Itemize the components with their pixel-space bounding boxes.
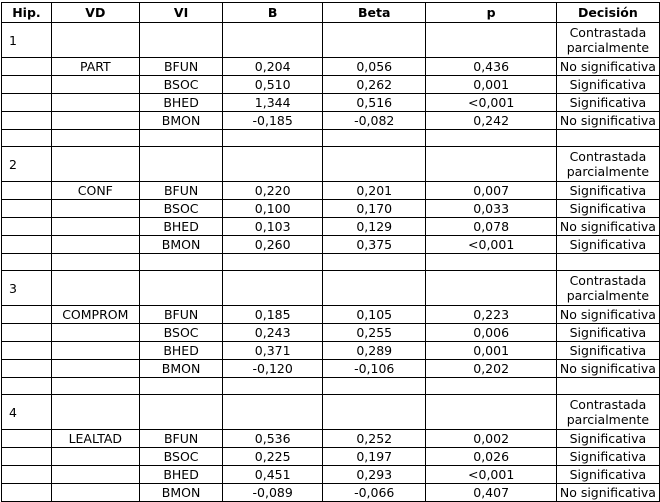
table-row: BHED 0,103 0,129 0,078 No significativa xyxy=(2,218,660,236)
hypothesis-row xyxy=(2,271,660,306)
hypothesis-decision: Contrastada parcialmente xyxy=(556,147,659,182)
table-row: BHED 0,371 0,289 0,001 Significativa xyxy=(2,342,660,360)
table-row: BHED 0,451 0,293 <0,001 Significativa xyxy=(2,466,660,484)
hypothesis-number: 3 xyxy=(2,271,52,306)
spacer-row xyxy=(2,130,660,147)
results-table xyxy=(1,2,660,502)
header-row xyxy=(2,3,660,23)
table-row: BMON -0,185 -0,082 0,242 No significativa xyxy=(2,112,660,130)
hypothesis-row xyxy=(2,395,660,430)
dependent-variable: PART xyxy=(51,58,139,76)
header-vd: VD xyxy=(51,3,139,23)
hypothesis-decision: Contrastada parcialmente xyxy=(556,271,659,306)
spacer-row xyxy=(2,378,660,395)
header-hyp: Hip. xyxy=(2,3,52,23)
table-row: COMPROM BFUN 0,185 0,105 0,223 No significativa xyxy=(2,306,660,324)
header-b: B xyxy=(223,3,323,23)
header-vi: VI xyxy=(139,3,223,23)
hypothesis-number: 4 xyxy=(2,395,52,430)
spacer-row xyxy=(2,254,660,271)
header-beta: Beta xyxy=(322,3,426,23)
table-row: PART BFUN 0,204 0,056 0,436 No significativa xyxy=(2,58,660,76)
table-row: BMON -0,089 -0,066 0,407 No significativa xyxy=(2,484,660,502)
header-decision: Decisión xyxy=(556,3,659,23)
dependent-variable: CONF xyxy=(51,182,139,200)
hypothesis-decision: Contrastada parcialmente xyxy=(556,395,659,430)
table-row: BMON -0,120 -0,106 0,202 No significativa xyxy=(2,360,660,378)
table-row: BSOC 0,100 0,170 0,033 Significativa xyxy=(2,200,660,218)
hypothesis-decision: Contrastada parcialmente xyxy=(556,23,659,58)
table-row: BSOC 0,510 0,262 0,001 Significativa xyxy=(2,76,660,94)
hypothesis-number: 1 xyxy=(2,23,52,58)
dependent-variable: COMPROM xyxy=(51,306,139,324)
hypothesis-number: 2 xyxy=(2,147,52,182)
table-row: BMON 0,260 0,375 <0,001 Significativa xyxy=(2,236,660,254)
table-row: BHED 1,344 0,516 <0,001 Significativa xyxy=(2,94,660,112)
table-row: BSOC 0,225 0,197 0,026 Significativa xyxy=(2,448,660,466)
header-p: p xyxy=(426,3,556,23)
hypothesis-row xyxy=(2,23,660,58)
table-row: CONF BFUN 0,220 0,201 0,007 Significativa xyxy=(2,182,660,200)
hypothesis-row xyxy=(2,147,660,182)
dependent-variable: LEALTAD xyxy=(51,430,139,448)
table-row: BSOC 0,243 0,255 0,006 Significativa xyxy=(2,324,660,342)
table-row: LEALTAD BFUN 0,536 0,252 0,002 Significativa xyxy=(2,430,660,448)
